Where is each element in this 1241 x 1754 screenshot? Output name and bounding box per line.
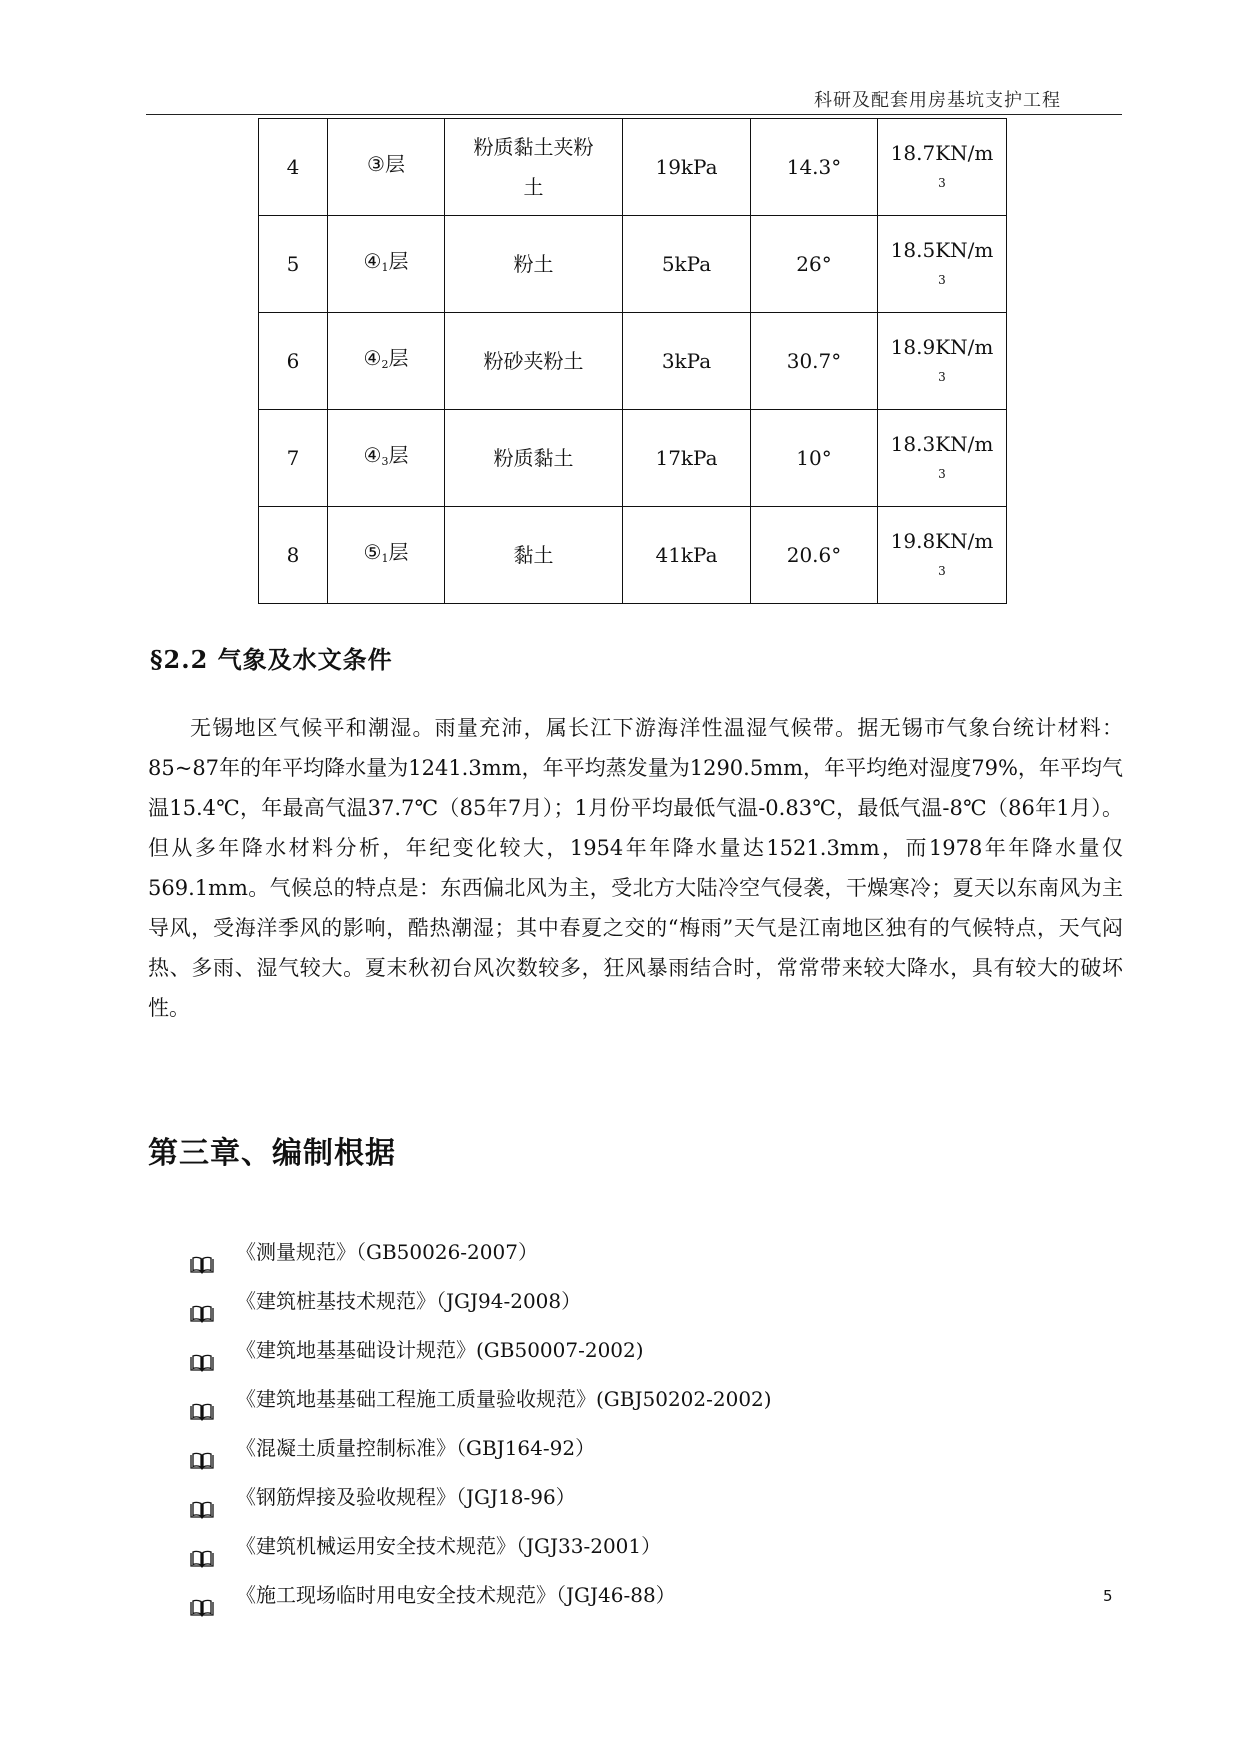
book-icon [190, 1439, 214, 1457]
list-item [190, 1277, 772, 1326]
layer-suffix: 层 [388, 442, 409, 467]
unit-weight-cell [878, 313, 1007, 410]
layer-cell [328, 410, 445, 507]
row-number-cell: 8 [259, 507, 328, 604]
table-row [259, 507, 1007, 604]
table-row [259, 313, 1007, 410]
soil-name-cell [445, 410, 623, 507]
layer-cell [328, 313, 445, 410]
soil-name-line1: 粉砂夹粉土 [483, 349, 584, 373]
layer-suffix: 层 [384, 151, 405, 176]
list-item [190, 1228, 772, 1277]
reference-text: 《建筑地基基础工程施工质量验收规范》(GBJ50202-2002) [236, 1387, 772, 1411]
soil-name-line1: 黏土 [513, 543, 554, 567]
reference-text: 《测量规范》（GB50026-2007） [236, 1240, 538, 1264]
chapter-title: 第三章、编制根据 [148, 1136, 396, 1171]
unit-weight-value: 18.3KN/m [890, 431, 994, 456]
unit-weight-cell [878, 507, 1007, 604]
book-icon [190, 1537, 214, 1555]
soil-name-line1: 粉质黏土 [493, 446, 574, 470]
friction-angle-cell: 26° [751, 216, 878, 313]
unit-weight-value: 19.8KN/m [890, 528, 994, 553]
layer-subscript: 1 [381, 551, 389, 565]
unit-weight-exponent: 3 [938, 175, 946, 190]
page-number: 5 [1103, 1587, 1113, 1605]
climate-paragraph: 无锡地区气候平和潮湿。雨量充沛，属长江下游海洋性温湿气候带。据无锡市气象台统计材料：85~87年的年平均降水量为1241.3mm，年平均蒸发量为1290.5mm，年平均绝对湿度79%，年平均气温15.4℃，年最高气温37.7℃（85年7月）；1月份平均最低气温-0.83℃，最低气温-8℃（86年1月）。但从多年降水材料分析，年纪变化较大，1954年年降水量达1521.3mm，而1978年年降水量仅569.1mm。气候总的特点是：东西偏北风为主，受北方大陆冷空气侵袭，干燥寒冷；夏天以东南风为主导风，受海洋季风的影响，酷热潮湿；其中春夏之交的“梅雨”天气是江南地区独有的气候特点，天气闷热、多雨、湿气较大。夏末秋初台风次数较多，狂风暴雨结合时，常常带来较大降水，具有较大的破坏性。 [148, 716, 1123, 1020]
cohesion-cell: 5kPa [623, 216, 751, 313]
reference-text: 《建筑地基基础设计规范》(GB50007-2002) [236, 1338, 644, 1362]
layer-circle: ④ [363, 248, 382, 273]
unit-weight-cell [878, 216, 1007, 313]
soil-parameter-table [258, 118, 1007, 604]
list-item [190, 1571, 772, 1620]
list-item [190, 1473, 772, 1522]
unit-weight-exponent: 3 [938, 563, 946, 578]
cohesion-cell: 17kPa [623, 410, 751, 507]
reference-text: 《钢筋焊接及验收规程》（JGJ18-96） [236, 1485, 576, 1509]
unit-weight-cell [878, 119, 1007, 216]
soil-name-line2: 土 [523, 175, 544, 199]
layer-cell [328, 216, 445, 313]
unit-weight-value: 18.9KN/m [890, 334, 994, 359]
layer-suffix: 层 [388, 345, 409, 370]
book-icon [190, 1586, 214, 1604]
section-title: §2.2 气象及水文条件 [150, 645, 393, 674]
list-item [190, 1326, 772, 1375]
reference-text: 《建筑机械运用安全技术规范》（JGJ33-2001） [236, 1534, 662, 1558]
layer-circle: ④ [363, 442, 382, 467]
layer-cell [328, 119, 445, 216]
cohesion-cell: 3kPa [623, 313, 751, 410]
soil-name-line1: 粉土 [513, 252, 554, 276]
row-number-cell: 7 [259, 410, 328, 507]
unit-weight-exponent: 3 [938, 369, 946, 384]
layer-subscript: 3 [381, 454, 389, 468]
row-number-cell: 4 [259, 119, 328, 216]
book-icon [190, 1488, 214, 1506]
row-number-cell: 5 [259, 216, 328, 313]
reference-text: 《建筑桩基技术规范》（JGJ94-2008） [236, 1289, 582, 1313]
layer-circle: ⑤ [363, 539, 382, 564]
unit-weight-value: 18.5KN/m [890, 237, 994, 262]
layer-subscript: 2 [381, 357, 389, 371]
soil-name-cell [445, 216, 623, 313]
header-rule [146, 114, 1122, 115]
cohesion-cell: 41kPa [623, 507, 751, 604]
cohesion-cell: 19kPa [623, 119, 751, 216]
soil-name-cell [445, 313, 623, 410]
book-icon [190, 1292, 214, 1310]
reference-text: 《施工现场临时用电安全技术规范》（JGJ46-88） [236, 1583, 676, 1607]
friction-angle-cell: 14.3° [751, 119, 878, 216]
reference-list [190, 1228, 772, 1620]
table-row [259, 119, 1007, 216]
soil-name-line1: 粉质黏土夹粉 [473, 135, 594, 159]
row-number-cell: 6 [259, 313, 328, 410]
book-icon [190, 1243, 214, 1261]
soil-name-cell [445, 507, 623, 604]
list-item [190, 1375, 772, 1424]
layer-cell [328, 507, 445, 604]
friction-angle-cell: 20.6° [751, 507, 878, 604]
list-item [190, 1424, 772, 1473]
layer-suffix: 层 [388, 539, 409, 564]
table-row [259, 216, 1007, 313]
unit-weight-cell [878, 410, 1007, 507]
list-item [190, 1522, 772, 1571]
table-row [259, 410, 1007, 507]
unit-weight-value: 18.7KN/m [890, 140, 994, 165]
soil-name-cell [445, 119, 623, 216]
layer-circle: ④ [363, 345, 382, 370]
friction-angle-cell: 30.7° [751, 313, 878, 410]
layer-suffix: 层 [388, 248, 409, 273]
unit-weight-exponent: 3 [938, 272, 946, 287]
unit-weight-exponent: 3 [938, 466, 946, 481]
book-icon [190, 1341, 214, 1359]
book-icon [190, 1390, 214, 1408]
running-header: 科研及配套用房基坑支护工程 [814, 90, 1061, 111]
layer-circle: ③ [367, 151, 385, 176]
friction-angle-cell: 10° [751, 410, 878, 507]
reference-text: 《混凝土质量控制标准》（GBJ164-92） [236, 1436, 596, 1460]
layer-subscript: 1 [381, 260, 389, 274]
